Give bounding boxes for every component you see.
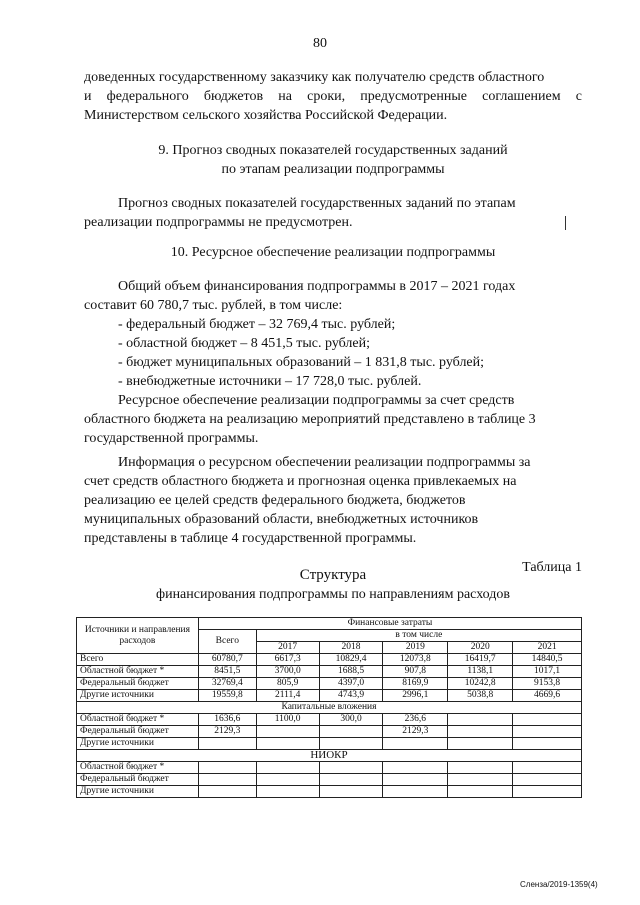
row-total: 19559,8 bbox=[198, 690, 256, 702]
row-year-value bbox=[256, 774, 319, 786]
row-year-value: 1138,1 bbox=[448, 666, 513, 678]
row-year-value bbox=[448, 714, 513, 726]
row-year-value bbox=[448, 774, 513, 786]
row-year-value: 1688,5 bbox=[319, 666, 383, 678]
bullet-item: - областной бюджет – 8 451,5 тыс. рублей; bbox=[118, 336, 370, 351]
financing-table bbox=[76, 617, 582, 798]
row-year-value: 4397,0 bbox=[319, 678, 383, 690]
row-year-value bbox=[383, 774, 448, 786]
row-year-value: 1017,1 bbox=[513, 666, 582, 678]
row-year-value bbox=[513, 738, 582, 750]
row-label: Другие источники bbox=[77, 786, 199, 798]
table-row bbox=[77, 786, 582, 798]
section9-text: реализации подпрограммы не предусмотрен. bbox=[84, 215, 353, 230]
section9-heading: по этапам реализации подпрограммы bbox=[221, 162, 445, 177]
row-year-value: 300,0 bbox=[319, 714, 383, 726]
row-year-value bbox=[319, 786, 383, 798]
row-label: Федеральный бюджет bbox=[77, 774, 199, 786]
section10-p3: представлены в таблице 4 государственной программы. bbox=[84, 531, 417, 546]
section10-p3: Информация о ресурсном обеспечении реализации подпрограммы за bbox=[118, 455, 531, 470]
row-total: 1636,6 bbox=[198, 714, 256, 726]
section10-p3: реализацию ее целей средств федерального бюджета, бюджетов bbox=[84, 493, 466, 508]
row-year-value: 10242,8 bbox=[448, 678, 513, 690]
row-year-value: 4743,9 bbox=[319, 690, 383, 702]
header-total: Всего bbox=[198, 630, 256, 654]
table-row bbox=[77, 774, 582, 786]
section10-p2: государственной программы. bbox=[84, 431, 259, 446]
row-year-value: 2129,3 bbox=[383, 726, 448, 738]
row-year-value: 12073,8 bbox=[383, 654, 448, 666]
row-year-value bbox=[383, 738, 448, 750]
row-year-value bbox=[256, 738, 319, 750]
table-row bbox=[77, 738, 582, 750]
row-year-value: 14840,5 bbox=[513, 654, 582, 666]
row-year-value bbox=[319, 762, 383, 774]
header-year: 2020 bbox=[448, 642, 513, 654]
header-year: 2017 bbox=[256, 642, 319, 654]
section10-p2: Ресурсное обеспечение реализации подпрограммы за счет средств bbox=[118, 393, 515, 408]
row-year-value bbox=[513, 774, 582, 786]
section10-p1: Общий объем финансирования подпрограммы в 2017 – 2021 годах bbox=[118, 279, 516, 294]
table-row bbox=[77, 714, 582, 726]
table-row bbox=[77, 690, 582, 702]
row-label: Федеральный бюджет bbox=[77, 678, 199, 690]
table-subtitle: финансирования подпрограммы по направлениям расходов bbox=[156, 587, 510, 602]
section-niokr: НИОКР bbox=[77, 750, 582, 762]
row-year-value: 6617,3 bbox=[256, 654, 319, 666]
row-label: Областной бюджет * bbox=[77, 714, 199, 726]
row-year-value bbox=[256, 786, 319, 798]
row-year-value: 10829,4 bbox=[319, 654, 383, 666]
footer-code: Сленза/2019-1359(4) bbox=[520, 880, 598, 889]
row-year-value: 4669,6 bbox=[513, 690, 582, 702]
table-row bbox=[77, 666, 582, 678]
row-year-value bbox=[383, 762, 448, 774]
row-total: 32769,4 bbox=[198, 678, 256, 690]
bullet-item: - федеральный бюджет – 32 769,4 тыс. рублей; bbox=[118, 317, 396, 332]
section10-heading: 10. Ресурсное обеспечение реализации подпрограммы bbox=[170, 245, 496, 260]
table-row bbox=[77, 678, 582, 690]
row-year-value bbox=[448, 786, 513, 798]
section10-p2: областного бюджета на реализацию мероприятий представлено в таблице 3 bbox=[84, 412, 536, 427]
row-year-value bbox=[513, 762, 582, 774]
header-including: в том числе bbox=[256, 630, 581, 642]
row-year-value bbox=[256, 762, 319, 774]
row-year-value: 8169,9 bbox=[383, 678, 448, 690]
row-total bbox=[198, 738, 256, 750]
row-year-value: 9153,8 bbox=[513, 678, 582, 690]
row-year-value bbox=[513, 726, 582, 738]
row-year-value bbox=[319, 738, 383, 750]
section-capital: Капитальные вложения bbox=[77, 702, 582, 714]
row-total: 8451,5 bbox=[198, 666, 256, 678]
row-year-value bbox=[319, 774, 383, 786]
row-year-value bbox=[513, 714, 582, 726]
intro-line: и федерального бюджетов на сроки, предусмотренные соглашением с bbox=[84, 89, 582, 104]
row-year-value bbox=[448, 726, 513, 738]
intro-line: Министерством сельского хозяйства Российской Федерации. bbox=[84, 108, 448, 123]
table-row bbox=[77, 762, 582, 774]
table-row bbox=[77, 654, 582, 666]
section9-text: Прогноз сводных показателей государственных заданий по этапам bbox=[118, 196, 516, 211]
intro-line: доведенных государственному заказчику как получателю средств областного bbox=[84, 70, 545, 85]
row-year-value: 3700,0 bbox=[256, 666, 319, 678]
row-label: Другие источники bbox=[77, 738, 199, 750]
row-total bbox=[198, 774, 256, 786]
row-total: 2129,3 bbox=[198, 726, 256, 738]
header-year: 2021 bbox=[513, 642, 582, 654]
header-financial-costs: Финансовые затраты bbox=[198, 618, 581, 630]
header-source: Источники и направления расходов bbox=[77, 618, 199, 654]
row-year-value: 5038,8 bbox=[448, 690, 513, 702]
section10-p1: составит 60 780,7 тыс. рублей, в том числе: bbox=[84, 298, 343, 313]
row-label: Федеральный бюджет bbox=[77, 726, 199, 738]
row-year-value bbox=[319, 726, 383, 738]
row-year-value bbox=[448, 738, 513, 750]
row-label: Областной бюджет * bbox=[77, 666, 199, 678]
section10-p3: муниципальных образований области, внебюджетных источников bbox=[84, 512, 479, 527]
row-total bbox=[198, 762, 256, 774]
row-year-value bbox=[513, 786, 582, 798]
row-year-value: 805,9 bbox=[256, 678, 319, 690]
row-year-value: 1100,0 bbox=[256, 714, 319, 726]
header-year: 2019 bbox=[383, 642, 448, 654]
row-year-value: 16419,7 bbox=[448, 654, 513, 666]
bullet-item: - внебюджетные источники – 17 728,0 тыс. рублей. bbox=[118, 374, 422, 389]
row-year-value: 2996,1 bbox=[383, 690, 448, 702]
row-year-value: 907,8 bbox=[383, 666, 448, 678]
row-label: Другие источники bbox=[77, 690, 199, 702]
table-row bbox=[77, 726, 582, 738]
bullet-item: - бюджет муниципальных образований – 1 831,8 тыс. рублей; bbox=[118, 355, 485, 370]
table-title: Структура bbox=[299, 567, 367, 583]
row-total: 60780,7 bbox=[198, 654, 256, 666]
row-year-value bbox=[256, 726, 319, 738]
header-year: 2018 bbox=[319, 642, 383, 654]
section10-p3: счет средств областного бюджета и прогнозная оценка привлекаемых на bbox=[84, 474, 517, 489]
section9-heading: 9. Прогноз сводных показателей государственных заданий bbox=[158, 143, 508, 158]
row-label: Всего bbox=[77, 654, 199, 666]
row-year-value bbox=[383, 786, 448, 798]
table-label: Таблица 1 bbox=[522, 560, 582, 575]
row-year-value bbox=[448, 762, 513, 774]
row-year-value: 236,6 bbox=[383, 714, 448, 726]
page-number: 80 bbox=[313, 36, 327, 51]
text-cursor-mark bbox=[565, 216, 566, 230]
row-total bbox=[198, 786, 256, 798]
row-year-value: 2111,4 bbox=[256, 690, 319, 702]
row-label: Областной бюджет * bbox=[77, 762, 199, 774]
